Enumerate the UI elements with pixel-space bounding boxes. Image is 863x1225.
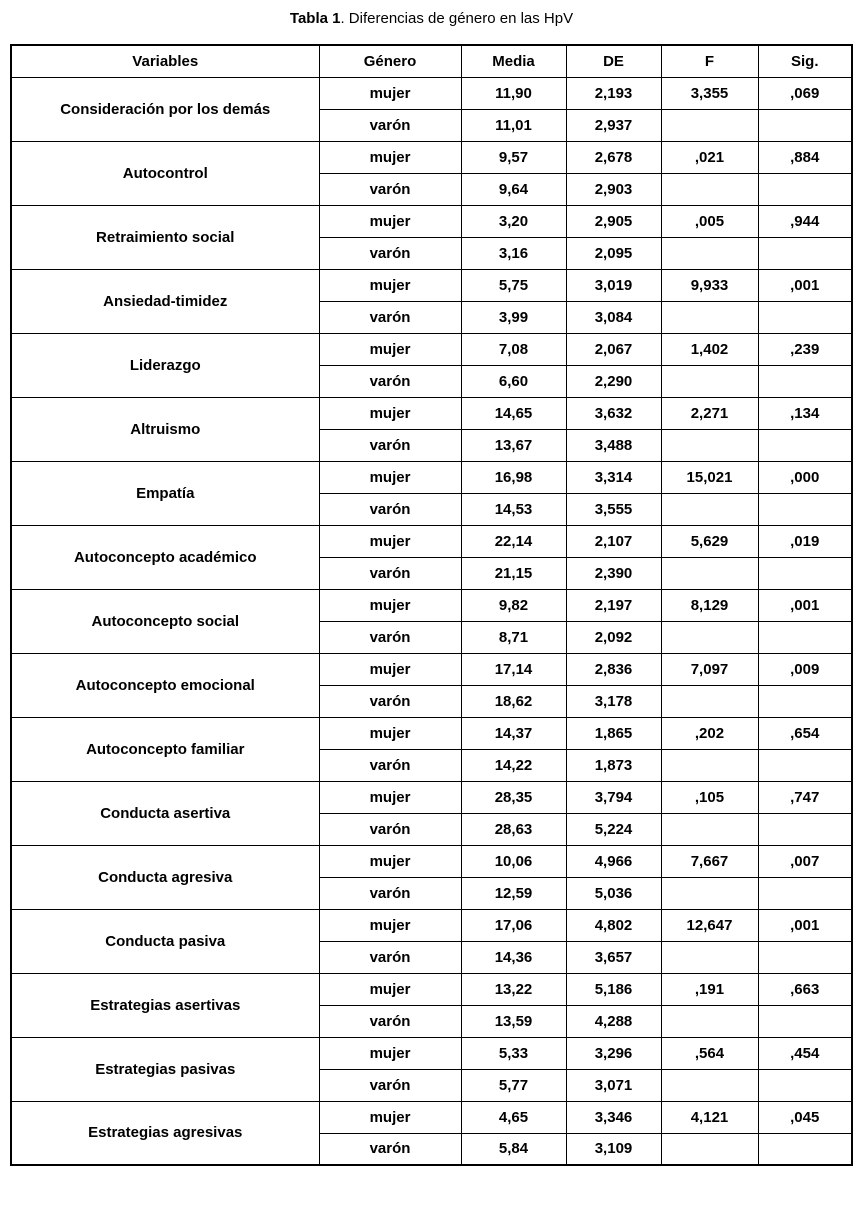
- media-cell: 3,20: [461, 205, 566, 237]
- media-cell: 22,14: [461, 525, 566, 557]
- media-cell: 17,06: [461, 909, 566, 941]
- sig-cell: [758, 877, 852, 909]
- f-cell: [661, 1069, 758, 1101]
- f-cell: 5,629: [661, 525, 758, 557]
- sig-cell: ,654: [758, 717, 852, 749]
- genero-cell: mujer: [319, 525, 461, 557]
- genero-cell: mujer: [319, 653, 461, 685]
- variable-cell: Autoconcepto social: [11, 589, 319, 653]
- table-body: [11, 77, 852, 1165]
- table-row: [11, 1101, 852, 1133]
- media-cell: 9,64: [461, 173, 566, 205]
- variable-cell: Retraimiento social: [11, 205, 319, 269]
- f-cell: 8,129: [661, 589, 758, 621]
- media-cell: 3,99: [461, 301, 566, 333]
- sig-cell: ,009: [758, 653, 852, 685]
- sig-cell: ,001: [758, 589, 852, 621]
- genero-cell: mujer: [319, 333, 461, 365]
- sig-cell: ,239: [758, 333, 852, 365]
- sig-cell: ,007: [758, 845, 852, 877]
- f-cell: [661, 621, 758, 653]
- genero-cell: mujer: [319, 845, 461, 877]
- media-cell: 13,59: [461, 1005, 566, 1037]
- f-cell: [661, 173, 758, 205]
- media-cell: 14,65: [461, 397, 566, 429]
- f-cell: [661, 557, 758, 589]
- sig-cell: [758, 1069, 852, 1101]
- f-cell: 7,097: [661, 653, 758, 685]
- table-row: [11, 909, 852, 941]
- media-cell: 13,22: [461, 973, 566, 1005]
- f-cell: [661, 941, 758, 973]
- f-cell: [661, 877, 758, 909]
- de-cell: 4,802: [566, 909, 661, 941]
- media-cell: 5,84: [461, 1133, 566, 1165]
- variable-cell: Conducta agresiva: [11, 845, 319, 909]
- sig-cell: ,045: [758, 1101, 852, 1133]
- genero-cell: varón: [319, 173, 461, 205]
- table-row: [11, 717, 852, 749]
- variable-cell: Estrategias pasivas: [11, 1037, 319, 1101]
- genero-cell: mujer: [319, 141, 461, 173]
- f-cell: [661, 301, 758, 333]
- genero-cell: varón: [319, 1005, 461, 1037]
- de-cell: 3,346: [566, 1101, 661, 1133]
- media-cell: 9,57: [461, 141, 566, 173]
- de-cell: 1,865: [566, 717, 661, 749]
- f-cell: [661, 685, 758, 717]
- genero-cell: varón: [319, 557, 461, 589]
- genero-cell: varón: [319, 237, 461, 269]
- de-cell: 3,632: [566, 397, 661, 429]
- de-cell: 2,107: [566, 525, 661, 557]
- f-cell: 3,355: [661, 77, 758, 109]
- variable-cell: Autoconcepto familiar: [11, 717, 319, 781]
- media-cell: 12,59: [461, 877, 566, 909]
- genero-cell: mujer: [319, 205, 461, 237]
- de-cell: 5,224: [566, 813, 661, 845]
- media-cell: 14,22: [461, 749, 566, 781]
- media-cell: 17,14: [461, 653, 566, 685]
- table-row: [11, 461, 852, 493]
- genero-cell: varón: [319, 749, 461, 781]
- stats-table: [10, 44, 853, 1166]
- de-cell: 5,186: [566, 973, 661, 1005]
- variable-cell: Altruismo: [11, 397, 319, 461]
- table-row: [11, 589, 852, 621]
- de-cell: 3,296: [566, 1037, 661, 1069]
- media-cell: 14,36: [461, 941, 566, 973]
- genero-cell: mujer: [319, 461, 461, 493]
- de-cell: 2,937: [566, 109, 661, 141]
- genero-cell: mujer: [319, 77, 461, 109]
- table-row: [11, 333, 852, 365]
- sig-cell: ,001: [758, 269, 852, 301]
- genero-cell: varón: [319, 1133, 461, 1165]
- media-cell: 18,62: [461, 685, 566, 717]
- column-header: Variables: [11, 45, 319, 77]
- column-header: Género: [319, 45, 461, 77]
- de-cell: 2,095: [566, 237, 661, 269]
- media-cell: 13,67: [461, 429, 566, 461]
- column-header: F: [661, 45, 758, 77]
- de-cell: 2,905: [566, 205, 661, 237]
- f-cell: [661, 749, 758, 781]
- table-row: [11, 141, 852, 173]
- variable-cell: Estrategias agresivas: [11, 1101, 319, 1165]
- sig-cell: ,884: [758, 141, 852, 173]
- variable-cell: Consideración por los demás: [11, 77, 319, 141]
- de-cell: 2,197: [566, 589, 661, 621]
- media-cell: 5,77: [461, 1069, 566, 1101]
- de-cell: 3,555: [566, 493, 661, 525]
- genero-cell: mujer: [319, 1037, 461, 1069]
- de-cell: 3,657: [566, 941, 661, 973]
- sig-cell: ,069: [758, 77, 852, 109]
- de-cell: 2,067: [566, 333, 661, 365]
- f-cell: [661, 237, 758, 269]
- sig-cell: [758, 429, 852, 461]
- genero-cell: mujer: [319, 909, 461, 941]
- media-cell: 28,63: [461, 813, 566, 845]
- f-cell: [661, 109, 758, 141]
- genero-cell: varón: [319, 685, 461, 717]
- sig-cell: [758, 941, 852, 973]
- genero-cell: varón: [319, 429, 461, 461]
- genero-cell: varón: [319, 621, 461, 653]
- sig-cell: [758, 685, 852, 717]
- sig-cell: ,000: [758, 461, 852, 493]
- sig-cell: ,747: [758, 781, 852, 813]
- sig-cell: ,454: [758, 1037, 852, 1069]
- f-cell: 2,271: [661, 397, 758, 429]
- table-row: [11, 973, 852, 1005]
- media-cell: 5,33: [461, 1037, 566, 1069]
- sig-cell: [758, 173, 852, 205]
- de-cell: 2,836: [566, 653, 661, 685]
- de-cell: 3,794: [566, 781, 661, 813]
- de-cell: 3,488: [566, 429, 661, 461]
- de-cell: 4,966: [566, 845, 661, 877]
- table-title-label: Tabla 1: [289, 10, 341, 27]
- sig-cell: [758, 749, 852, 781]
- table-row: [11, 77, 852, 109]
- table-header-row: [11, 45, 852, 77]
- variable-cell: Conducta pasiva: [11, 909, 319, 973]
- variable-cell: Autoconcepto emocional: [11, 653, 319, 717]
- media-cell: 8,71: [461, 621, 566, 653]
- sig-cell: ,001: [758, 909, 852, 941]
- de-cell: 2,678: [566, 141, 661, 173]
- f-cell: ,105: [661, 781, 758, 813]
- media-cell: 14,53: [461, 493, 566, 525]
- f-cell: ,005: [661, 205, 758, 237]
- variable-cell: Autocontrol: [11, 141, 319, 205]
- sig-cell: ,134: [758, 397, 852, 429]
- f-cell: 15,021: [661, 461, 758, 493]
- de-cell: 5,036: [566, 877, 661, 909]
- genero-cell: mujer: [319, 589, 461, 621]
- media-cell: 11,90: [461, 77, 566, 109]
- f-cell: ,202: [661, 717, 758, 749]
- sig-cell: [758, 557, 852, 589]
- sig-cell: [758, 1005, 852, 1037]
- de-cell: 2,092: [566, 621, 661, 653]
- column-header: Media: [461, 45, 566, 77]
- genero-cell: varón: [319, 109, 461, 141]
- sig-cell: [758, 365, 852, 397]
- de-cell: 1,873: [566, 749, 661, 781]
- media-cell: 14,37: [461, 717, 566, 749]
- table-title: [0, 8, 863, 30]
- media-cell: 28,35: [461, 781, 566, 813]
- variable-cell: Empatía: [11, 461, 319, 525]
- de-cell: 3,314: [566, 461, 661, 493]
- sig-cell: [758, 301, 852, 333]
- genero-cell: varón: [319, 493, 461, 525]
- genero-cell: varón: [319, 813, 461, 845]
- f-cell: ,564: [661, 1037, 758, 1069]
- variable-cell: Autoconcepto académico: [11, 525, 319, 589]
- table-row: [11, 1037, 852, 1069]
- f-cell: [661, 1133, 758, 1165]
- genero-cell: varón: [319, 365, 461, 397]
- f-cell: ,191: [661, 973, 758, 1005]
- media-cell: 7,08: [461, 333, 566, 365]
- table-row: [11, 845, 852, 877]
- sig-cell: [758, 237, 852, 269]
- de-cell: 4,288: [566, 1005, 661, 1037]
- genero-cell: mujer: [319, 781, 461, 813]
- de-cell: 2,290: [566, 365, 661, 397]
- variable-cell: Ansiedad-timidez: [11, 269, 319, 333]
- table-row: [11, 525, 852, 557]
- media-cell: 16,98: [461, 461, 566, 493]
- sig-cell: ,019: [758, 525, 852, 557]
- f-cell: 4,121: [661, 1101, 758, 1133]
- f-cell: [661, 429, 758, 461]
- variable-cell: Liderazgo: [11, 333, 319, 397]
- sig-cell: [758, 109, 852, 141]
- genero-cell: mujer: [319, 1101, 461, 1133]
- genero-cell: varón: [319, 941, 461, 973]
- f-cell: [661, 1005, 758, 1037]
- column-header: DE: [566, 45, 661, 77]
- de-cell: 3,109: [566, 1133, 661, 1165]
- table-title-text: . Diferencias de género en las HpV: [340, 10, 574, 27]
- f-cell: 12,647: [661, 909, 758, 941]
- sig-cell: [758, 813, 852, 845]
- sig-cell: ,944: [758, 205, 852, 237]
- table-row: [11, 397, 852, 429]
- de-cell: 2,193: [566, 77, 661, 109]
- variable-cell: Estrategias asertivas: [11, 973, 319, 1037]
- de-cell: 2,903: [566, 173, 661, 205]
- column-header: Sig.: [758, 45, 852, 77]
- genero-cell: mujer: [319, 397, 461, 429]
- genero-cell: mujer: [319, 717, 461, 749]
- de-cell: 3,071: [566, 1069, 661, 1101]
- de-cell: 2,390: [566, 557, 661, 589]
- genero-cell: mujer: [319, 269, 461, 301]
- media-cell: 21,15: [461, 557, 566, 589]
- de-cell: 3,019: [566, 269, 661, 301]
- genero-cell: varón: [319, 301, 461, 333]
- sig-cell: ,663: [758, 973, 852, 1005]
- table-row: [11, 205, 852, 237]
- genero-cell: mujer: [319, 973, 461, 1005]
- sig-cell: [758, 621, 852, 653]
- f-cell: 1,402: [661, 333, 758, 365]
- f-cell: [661, 365, 758, 397]
- variable-cell: Conducta asertiva: [11, 781, 319, 845]
- media-cell: 11,01: [461, 109, 566, 141]
- sig-cell: [758, 493, 852, 525]
- f-cell: ,021: [661, 141, 758, 173]
- f-cell: 7,667: [661, 845, 758, 877]
- de-cell: 3,084: [566, 301, 661, 333]
- de-cell: 3,178: [566, 685, 661, 717]
- media-cell: 5,75: [461, 269, 566, 301]
- media-cell: 4,65: [461, 1101, 566, 1133]
- sig-cell: [758, 1133, 852, 1165]
- f-cell: [661, 813, 758, 845]
- f-cell: [661, 493, 758, 525]
- media-cell: 3,16: [461, 237, 566, 269]
- media-cell: 6,60: [461, 365, 566, 397]
- media-cell: 9,82: [461, 589, 566, 621]
- genero-cell: varón: [319, 1069, 461, 1101]
- table-row: [11, 781, 852, 813]
- f-cell: 9,933: [661, 269, 758, 301]
- media-cell: 10,06: [461, 845, 566, 877]
- table-row: [11, 653, 852, 685]
- genero-cell: varón: [319, 877, 461, 909]
- table-row: [11, 269, 852, 301]
